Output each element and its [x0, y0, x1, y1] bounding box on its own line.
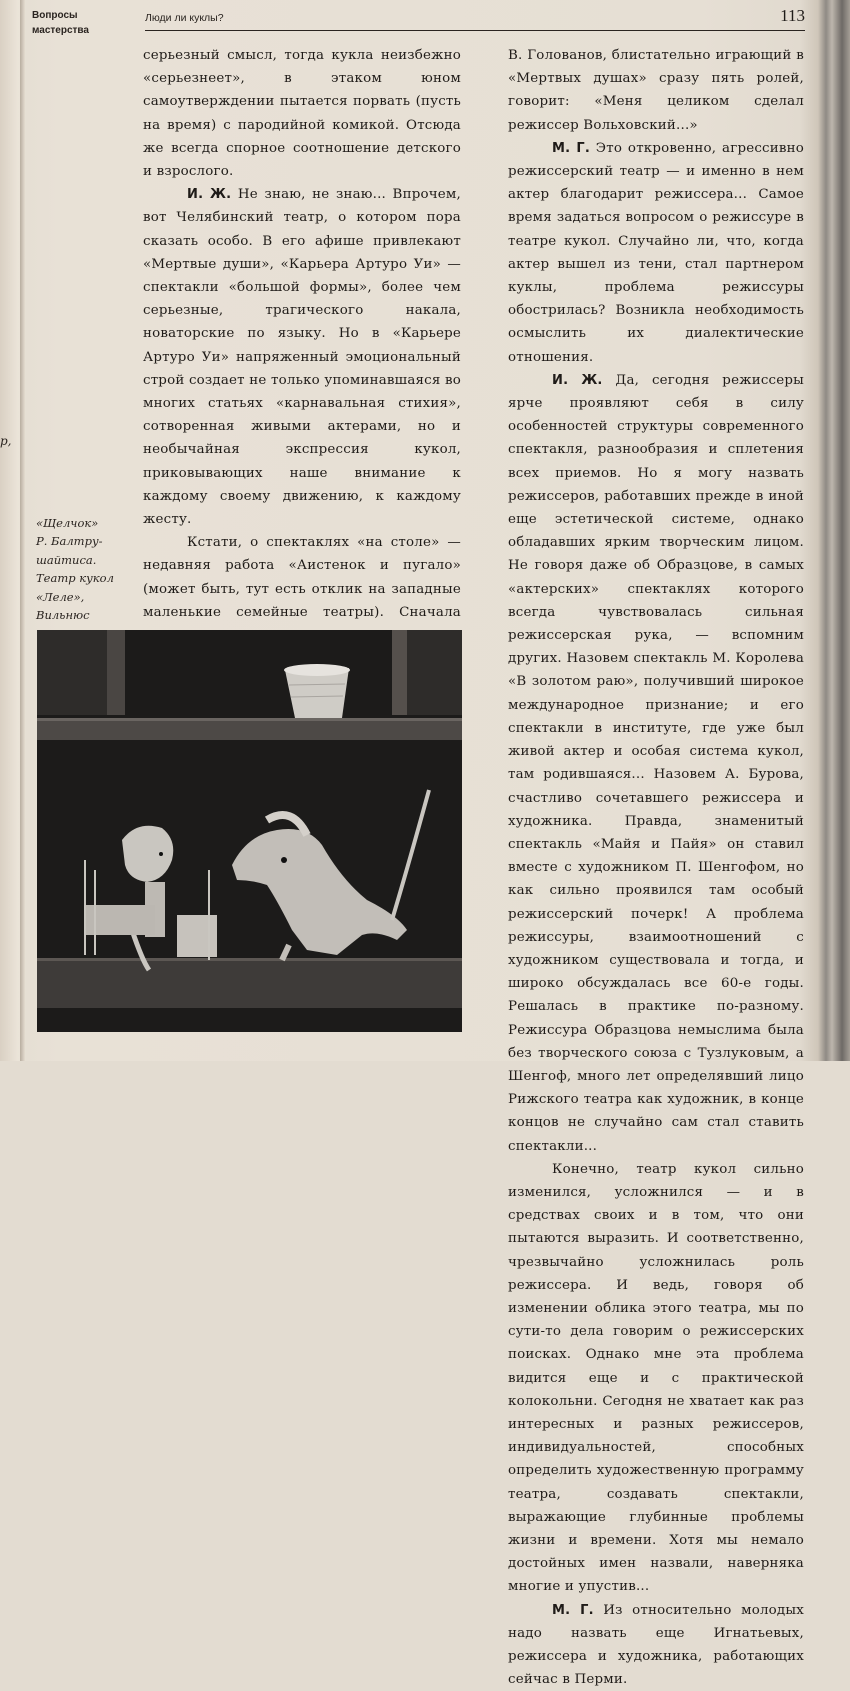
caption-line: «Щелчок»	[36, 516, 99, 530]
paragraph-text: Из относительно молодых надо назвать еще Игнатьевых, режиссера и художника, работающих сейчас в Перми.	[508, 1602, 804, 1688]
paragraph	[508, 1158, 804, 1599]
lower-ledge	[37, 958, 462, 1008]
paragraph-text: Конечно, театр кукол сильно изменился, усложнился — и в средствах своих и в том, что они пытаются выразить. И соответственно, чрезвычайно усложнилась роль режиссера. И ведь, говоря об изменении облика этого театра, мы по сути-то дела говорим о режиссерских поисках. Однако мне эта проблема видится еще и с практической колокольни. Сегодня не хватает как раз интересных и разных режиссеров, индивидуальностей, способных определить художественную программу театра, создавать спектакли, выражающие глубинные проблемы жизни и времени. Хотя мы немало достойных имен назвали, наверняка многие и упустив...	[508, 1161, 804, 1595]
section-line-1: Вопросы	[32, 10, 78, 21]
speaker-initials: И. Ж.	[187, 187, 232, 203]
caption-line: Вильнюс	[36, 608, 90, 623]
page-number: 113	[780, 6, 805, 25]
page-binding-edge	[20, 0, 25, 1061]
caption-line: шайтиса.	[36, 552, 97, 567]
right-column	[508, 44, 804, 1691]
paragraph-text: Это откровенно, агрессивно режиссерский театр — и именно в нем актер благодарит режиссера... Самое время задаться вопросом о режиссуре в театре кукол. Случайно ли, что, когда актер вышел из тени, стал партнером куклы, проблема режиссуры обострилась? Возникла необходимость осмыслить их диалектические отношения.	[508, 140, 804, 365]
speaker-initials: И. Ж.	[552, 372, 603, 388]
section-line-2: мастерства	[32, 25, 89, 36]
header-rule	[145, 30, 805, 31]
puppet-theatre-photo	[37, 630, 462, 1032]
paragraph	[143, 183, 461, 531]
paragraph	[508, 369, 804, 1158]
upper-shelf	[37, 718, 462, 740]
paragraph	[508, 44, 804, 137]
paragraph-text: В. Голованов, блистательно играющий в «Мертвых душах» сразу пять ролей, говорит: «Меня целиком сделал режиссер Вольховский...»	[508, 48, 804, 133]
caption-line: Р. Балтру-	[36, 534, 103, 549]
paragraph	[143, 44, 461, 183]
speaker-initials: М. Г.	[552, 140, 590, 156]
paragraph	[508, 1599, 804, 1691]
photo-caption	[36, 514, 136, 624]
caption-line: «Леле»,	[36, 589, 85, 604]
caption-line: Театр кукол	[36, 571, 114, 586]
previous-page-fragment: р,	[0, 434, 12, 448]
paragraph-text: серьезный смысл, тогда кукла неизбежно «серьезнеет», в этаком юном самоутверждении пытается порвать (пусть на время) с пародийной комикой. Отсюда же всегда спорное соотношение детского и взрослого.	[143, 48, 461, 180]
section-running-head	[32, 8, 89, 38]
photo-illustration	[37, 630, 462, 1032]
paragraph	[508, 137, 804, 369]
speaker-initials: М. Г.	[552, 1602, 594, 1618]
paragraph-text: Да, сегодня режиссеры ярче проявляют себя в силу особенностей структуры современного спектакля, разнообразия и сплетения всех приемов. Но я могу назвать режиссеров, работавших прежде в иной еще эстетической системе, однако обладавших ярким творческим лицом. Не говоря даже об Образцове, в самых «актерских» спектаклях которого всегда чувствовалась сильная режиссерская рука, — вспомним других. Назовем спектакль М. Королева «В золотом раю», получивший широкое международное признание; и его спектакли в институте, где уже был живой актер и особая система кукол, там родившаяся... Назовем А. Бурова, счастливо сочетавшего режиссера и художника. Правда, знаменитый спектакль «Майя и Пайя» он ставил вместе с художником П. Шенгофом, но как сильно проявился там особый режиссерский почерк! А проблема режиссуры, взаимоотношений с художником существовала и тогда, и широко обсуждалась все 60-е годы. Решалась в практике по-разному. Режиссура Образцова немыслима была без творческого союза с Тузлуковым, а Шенгоф, много лет определявший лицо Рижского театра как художник, в конце концов не случайно сам стал ставить спектакли...	[508, 372, 804, 1154]
paragraph-text: Не знаю, не знаю... Впрочем, вот Челябинский театр, о котором пора сказать особо. В его афише привлекают «Мертвые души», «Карьера Артуро Уи» — спектакли «большой формы», более чем серьезные, трагического накала, новаторские по языку. Но в «Карьере Артуро Уи» напряженный эмоциональный строй создает не только упоминавшаяся во многих статьях «карнавальная стихия», сотворенная живыми актерами, но и необычайная экспрессия кукол, приковывающих наше внимание к каждому своему движению, к каждому жесту.	[143, 187, 461, 528]
article-title: Люди ли куклы?	[145, 12, 224, 24]
paragraph-text: Кстати, о спектаклях «на столе» — недавняя работа «Аистенок и пугало» (может быть, тут есть отклик на западные маленькие семейные театры). Сначала	[143, 535, 461, 620]
